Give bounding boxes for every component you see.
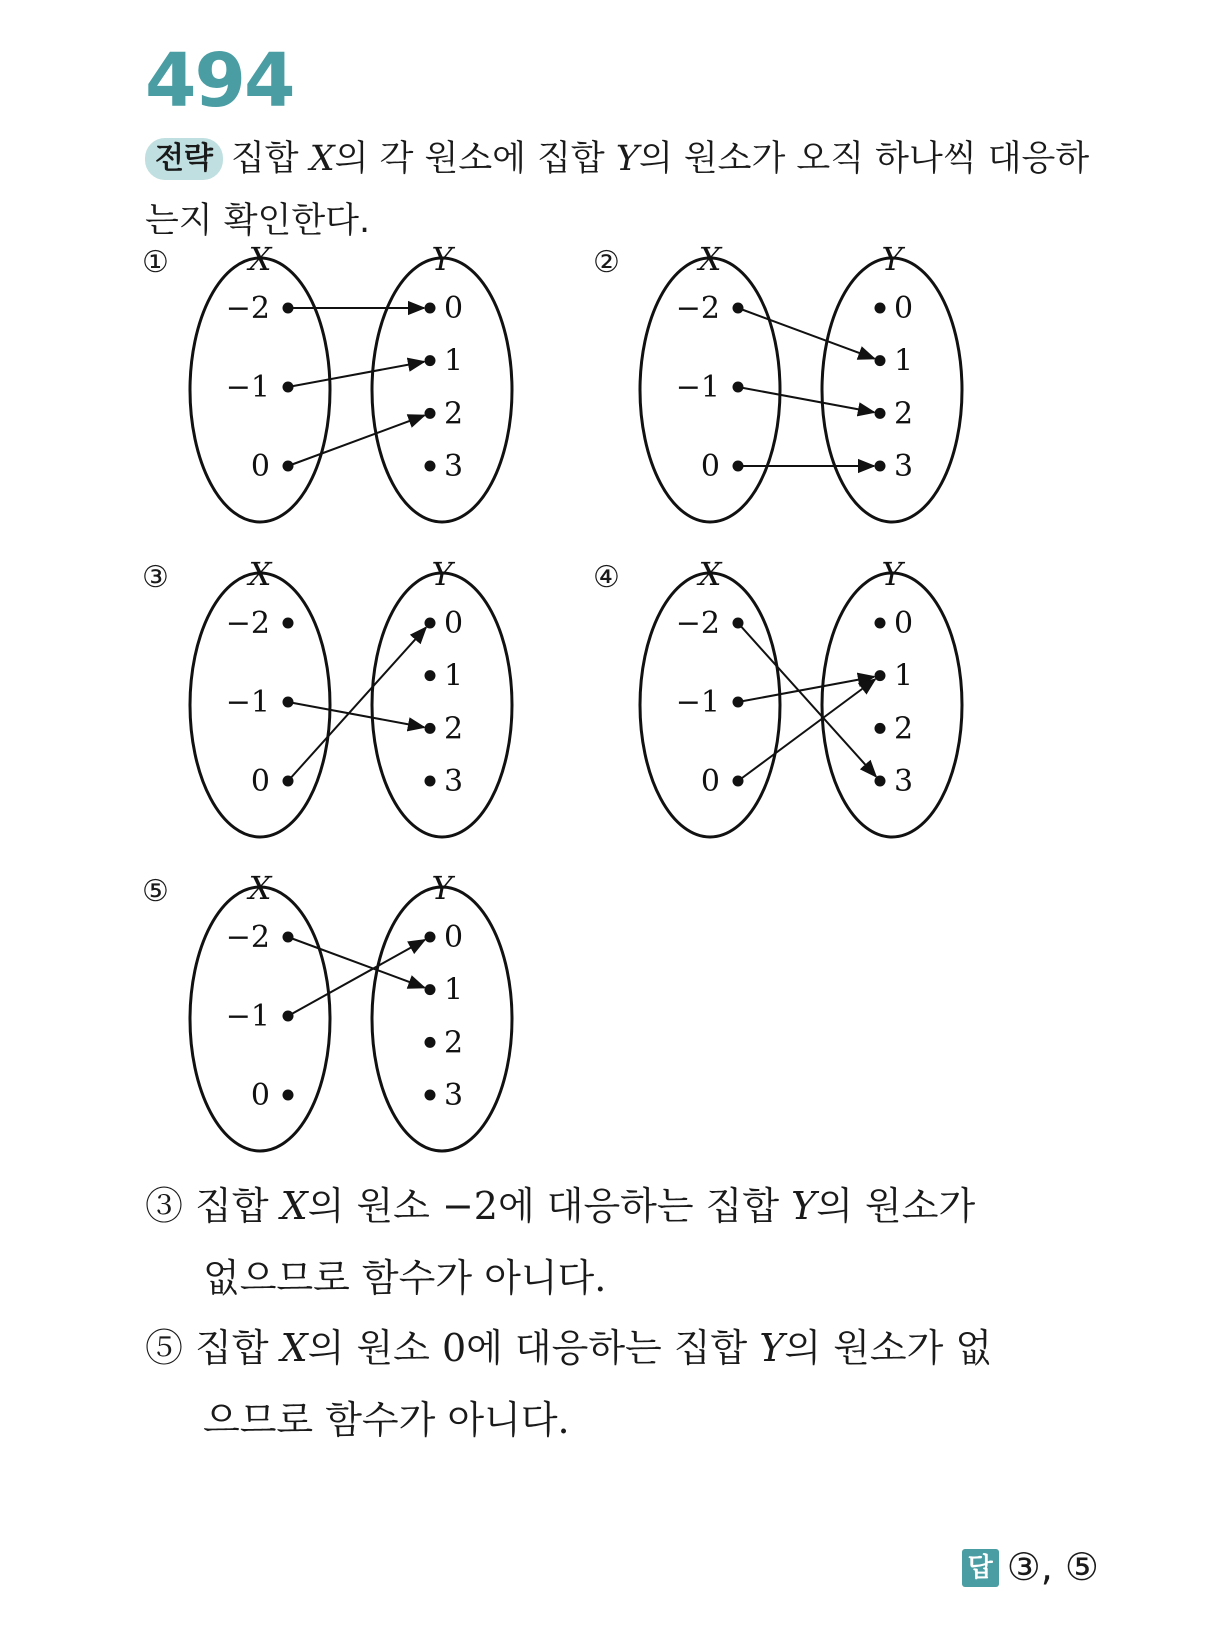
x-element-label: −1 [225, 685, 270, 720]
explanation-continuation: 없으므로 함수가 아니다. [203, 1256, 607, 1300]
choice-number: ④ [593, 560, 620, 595]
y-element-label: 2 [444, 396, 464, 432]
set-x-variable: X [280, 1326, 308, 1370]
explanation-continuation: 으므로 함수가 아니다. [203, 1398, 570, 1442]
x-element-label: 0 [700, 449, 720, 484]
x-element-label: 0 [700, 764, 720, 799]
set-y-ellipse [372, 573, 512, 837]
x-element-label: −1 [225, 999, 270, 1034]
x-element-dot [283, 1090, 294, 1101]
y-element-label: 2 [894, 711, 914, 747]
y-element-label: 1 [444, 343, 464, 379]
x-element-dot [283, 618, 294, 629]
x-element-label: −2 [225, 291, 270, 326]
y-element-dot [875, 408, 886, 419]
mapping-arrow [738, 308, 874, 359]
set-y-label: Y [881, 555, 903, 593]
set-x-label: X [248, 555, 272, 593]
explanation-text: 의 원소가 없 [784, 1326, 993, 1370]
mapping-diagram-2 [630, 240, 990, 530]
explanation-text: 집합 [195, 1326, 281, 1370]
set-y-ellipse [372, 258, 512, 522]
y-element-label: 0 [444, 606, 464, 641]
y-element-dot [875, 723, 886, 734]
mapping-diagram-3 [180, 555, 540, 845]
strategy-paragraph [145, 128, 1105, 252]
mapping-arrow [288, 940, 425, 1016]
explanation-text: 의 원소 −2에 대응하는 집합 [307, 1184, 792, 1228]
diagram-svg [180, 869, 540, 1159]
set-y-label: Y [431, 555, 453, 593]
set-x-variable: X [309, 139, 335, 179]
y-element-dot [425, 776, 436, 787]
x-element-label: −2 [225, 606, 270, 641]
mapping-diagram-1 [180, 240, 540, 530]
x-element-label: 0 [250, 764, 270, 799]
set-y-label: Y [431, 240, 453, 278]
y-element-dot [425, 618, 436, 629]
mapping-arrow [738, 623, 876, 777]
y-element-label: 1 [894, 658, 914, 694]
mapping-arrow [288, 362, 424, 387]
problem-number: 494 [145, 38, 294, 124]
diagram-svg [180, 240, 540, 530]
x-element-label: −1 [675, 685, 720, 720]
answer [962, 1545, 1099, 1589]
set-x-label: X [698, 240, 722, 278]
y-element-dot [425, 984, 436, 995]
strategy-text: 의 원소가 오직 하나씩 대응하는지 확인한다. [145, 139, 1090, 241]
y-element-label: 1 [894, 343, 914, 379]
y-element-dot [875, 461, 886, 472]
y-element-label: 3 [894, 449, 914, 484]
explanation-number: ⑤ [145, 1326, 184, 1370]
diagram-svg [180, 555, 540, 845]
y-element-label: 0 [444, 291, 464, 326]
set-x-label: X [698, 555, 722, 593]
strategy-badge: 전략 [145, 138, 223, 180]
y-element-dot [425, 303, 436, 314]
x-element-label: 0 [250, 1078, 270, 1113]
y-element-dot [425, 670, 436, 681]
set-y-ellipse [822, 573, 962, 837]
y-element-label: 0 [894, 291, 914, 326]
set-x-variable: X [280, 1184, 308, 1228]
y-element-dot [425, 1037, 436, 1048]
y-element-dot [875, 355, 886, 366]
mapping-arrow [738, 387, 874, 412]
y-element-dot [425, 723, 436, 734]
set-x-label: X [248, 240, 272, 278]
mapping-arrow [288, 937, 424, 988]
mapping-arrow [288, 627, 426, 781]
y-element-dot [875, 303, 886, 314]
y-element-label: 3 [444, 1078, 464, 1113]
explanation-5 [145, 1312, 1105, 1456]
set-y-variable: Y [759, 1326, 785, 1370]
choice-number: ③ [142, 560, 169, 595]
y-element-label: 1 [444, 972, 464, 1008]
y-element-dot [425, 355, 436, 366]
x-element-label: −2 [225, 920, 270, 955]
diagram-svg [630, 555, 990, 845]
y-element-dot [875, 670, 886, 681]
set-y-variable: Y [615, 139, 639, 179]
set-y-label: Y [881, 240, 903, 278]
mapping-diagram-5 [180, 869, 540, 1159]
y-element-dot [425, 1090, 436, 1101]
strategy-text: 집합 [230, 139, 310, 179]
mapping-diagram-4 [630, 555, 990, 845]
y-element-label: 2 [444, 711, 464, 747]
y-element-dot [875, 776, 886, 787]
y-element-label: 0 [444, 920, 464, 955]
explanation-text: 집합 [195, 1184, 281, 1228]
y-element-label: 2 [444, 1025, 464, 1061]
y-element-dot [425, 461, 436, 472]
y-element-label: 1 [444, 658, 464, 694]
set-y-ellipse [372, 887, 512, 1151]
y-element-dot [875, 618, 886, 629]
explanation-number: ③ [145, 1184, 184, 1228]
choice-number: ① [142, 245, 169, 280]
answer-text: ③, ⑤ [1006, 1545, 1099, 1589]
x-element-label: −1 [225, 370, 270, 405]
choice-number: ⑤ [142, 874, 169, 909]
explanation-3 [145, 1170, 1105, 1314]
choice-number: ② [593, 245, 620, 280]
x-element-label: −2 [675, 291, 720, 326]
answer-badge: 답 [962, 1549, 999, 1587]
set-x-label: X [248, 869, 272, 907]
set-y-ellipse [822, 258, 962, 522]
x-element-label: 0 [250, 449, 270, 484]
strategy-text: 의 각 원소에 집합 [334, 139, 616, 179]
set-y-variable: Y [791, 1184, 817, 1228]
mapping-arrow [288, 415, 424, 466]
explanation-text: 의 원소가 [816, 1184, 976, 1228]
y-element-dot [425, 408, 436, 419]
y-element-label: 2 [894, 396, 914, 432]
y-element-label: 3 [444, 449, 464, 484]
diagram-svg [630, 240, 990, 530]
x-element-label: −1 [675, 370, 720, 405]
y-element-label: 3 [894, 764, 914, 799]
y-element-dot [425, 932, 436, 943]
y-element-label: 3 [444, 764, 464, 799]
x-element-label: −2 [675, 606, 720, 641]
y-element-label: 0 [894, 606, 914, 641]
mapping-arrow [738, 679, 875, 781]
set-y-label: Y [431, 869, 453, 907]
explanation-text: 의 원소 0에 대응하는 집합 [307, 1326, 760, 1370]
